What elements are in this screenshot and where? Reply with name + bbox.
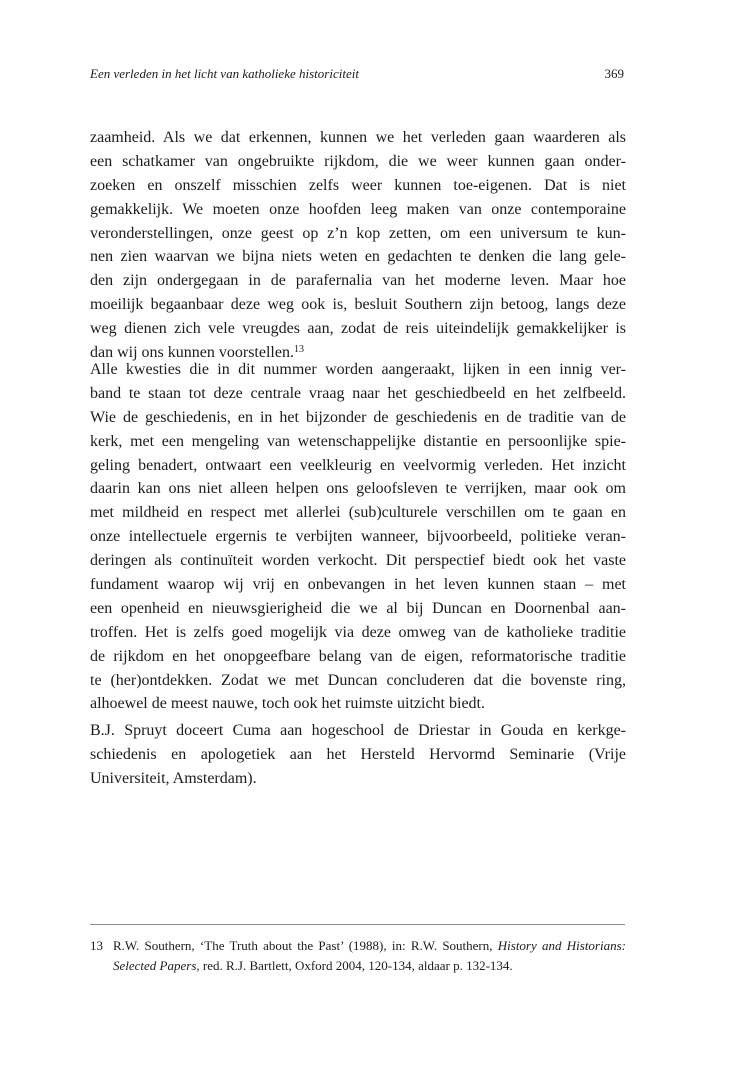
text-line: den zijn ondergegaan in de parafernalia van het moderne leven. Maar hoe: [90, 272, 626, 290]
text-line: geling benadert, ontwaart een veelkleurig en veelvormig verleden. Het inzicht: [90, 456, 626, 474]
author-note: [90, 719, 626, 791]
footnote-citation-rest: , red. R.J. Bartlett, Oxford 2004, 120-134, aldaar p. 132-134.: [196, 957, 513, 973]
text-line: een openheid en nieuwsgierigheid die we al bij Duncan en Doornenbal aan-: [90, 599, 626, 617]
text-line: deringen als continuïteit worden verkocht. Dit perspectief biedt ook het vaste: [90, 552, 626, 570]
paragraph-2: [90, 358, 626, 716]
footnote-citation: R.W. Southern, ‘The Truth about the Past’ (1988), in: R.W. Southern,: [113, 938, 493, 953]
page-number: 369: [604, 66, 624, 81]
text-line: een schatkamer van ongebruikte rijkdom, die we weer kunnen gaan onder-: [90, 152, 626, 170]
running-title: Een verleden in het licht van katholieke historiciteit: [90, 66, 359, 81]
footnote-line-last: [113, 956, 626, 976]
text-line: gemakkelijk. We moeten onze hoofden leeg maken van onze contemporaine: [90, 200, 626, 218]
text-line: moeilijk begaanbaar deze weg ook is, besluit Southern zijn betoog, langs deze: [90, 296, 626, 314]
text-line: zoeken en onszelf misschien zelfs weer kunnen toe-eigenen. Dat is niet: [90, 176, 626, 194]
footnote-reference[interactable]: 13: [293, 344, 304, 356]
footnote-line: [113, 936, 626, 956]
text-line: band te staan tot deze centrale vraag naar het geschiedbeeld en het zelfbeeld.: [90, 384, 626, 402]
text-line: onze intellectuele ergernis te verbijten wanneer, bijvoorbeeld, politieke veran-: [90, 528, 626, 546]
text-line: veronderstellingen, onze geest op z’n kop zetten, om een universum te kun-: [90, 224, 626, 242]
text-line: kerk, met een mengeling van wetenschappelijke distantie en persoonlijke spie-: [90, 432, 626, 450]
text-line-content: dan wij ons kunnen voorstellen.: [90, 344, 294, 362]
text-line: Alle kwesties die in dit nummer worden aangeraakt, lijken in een innig ver-: [90, 361, 626, 378]
text-line: schiedenis en apologetiek aan het Hersteld Hervormd Seminarie (Vrije: [90, 745, 626, 763]
running-header: [90, 66, 624, 82]
text-line-last: Universiteit, Amsterdam).: [90, 769, 257, 787]
text-line: weg dienen zich vele vreugdes aan, zodat de reis uiteindelijk gemakkelijker is: [90, 320, 626, 338]
text-line: te (her)ontdekken. Zodat we met Duncan concluderen dat die bovenste ring,: [90, 671, 626, 689]
footnote-number: 13: [90, 938, 103, 953]
text-line: troffen. Het is zelfs goed mogelijk via deze omweg van de katholieke traditie: [90, 623, 626, 641]
text-line: fundament waarop wij vrij en onbevangen in het leven kunnen staan – met: [90, 576, 626, 594]
text-line-last: alhoewel de meest nauwe, toch ook het ruimste uitzicht biedt.: [90, 695, 485, 713]
text-line: zaamheid. Als we dat erkennen, kunnen we het verleden gaan waarderen als: [90, 129, 626, 146]
text-line: met mildheid en respect met allerlei (sub)culturele verschillen om te gaan en: [90, 504, 626, 522]
text-line: de rijkdom en het onopgeefbare belang van de eigen, reformatorische traditie: [90, 647, 626, 665]
footnote-book-subtitle: Selected Papers: [113, 957, 197, 973]
footnote-body: [113, 936, 626, 975]
paragraph-1: [90, 126, 626, 365]
text-line: daarin kan ons niet alleen helpen ons geloofsleven te verrijken, maar ook om: [90, 480, 626, 498]
footnote-divider: [90, 924, 625, 925]
text-line: B.J. Spruyt doceert Cuma aan hogeschool de Driestar in Gouda en kerkge-: [90, 722, 626, 739]
footnote-book-title: History and Historians:: [497, 938, 626, 953]
text-line: Wie de geschiedenis, en in het bijzonder de geschiedenis en de traditie van de: [90, 408, 626, 426]
text-line: nen zien waarvan we bijna niets weten en gedachten te denken die lang gele-: [90, 248, 626, 266]
